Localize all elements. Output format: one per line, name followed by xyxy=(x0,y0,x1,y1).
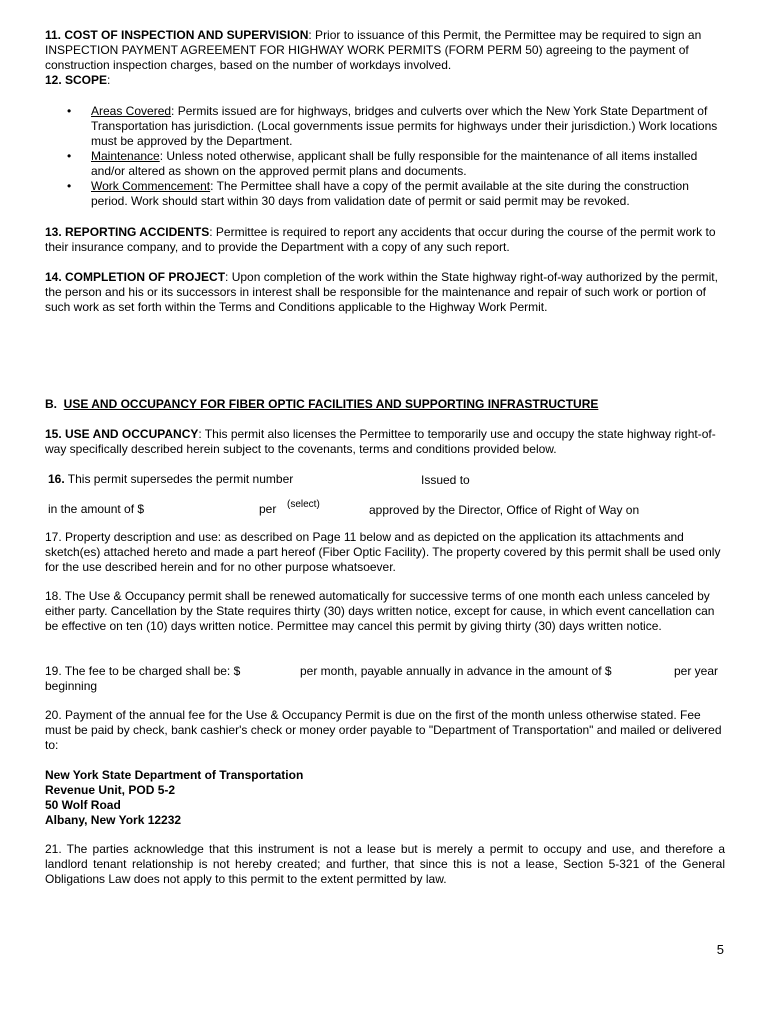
section-11-label: 11. COST OF INSPECTION AND SUPERVISION xyxy=(45,28,309,42)
scope-list xyxy=(45,104,725,209)
section-18: 18. The Use & Occupancy permit shall be renewed automatically for successive terms of one month each unless canceled by either party. Cancellation by the State requires thirty (30) days written notice, except for cause, in which event cancellation can be effective on ten (10) days written notice. Permittee may cancel this permit by giving thirty (30) days written notice. xyxy=(45,589,715,633)
section-15-text: : This permit also licenses the Permittee to temporarily use and occupy the state highway right-of-way specifically described herein subject to the covenants, terms and conditions provided below. xyxy=(45,427,716,456)
approved-by-label: approved by the Director, Office of Right of Way on xyxy=(369,503,640,517)
section-13-text: : Permittee is required to report any accidents that occur during the course of the permit work to their insurance company, and to provide the Department with a copy of any such report. xyxy=(45,225,716,254)
issued-to-field[interactable] xyxy=(476,472,716,487)
scope-item-work-commencement xyxy=(45,179,725,209)
scope-item-text: : Unless noted otherwise, applicant shall be fully responsible for the maintenance of all items installed and/or altered as shown on the approved permit plans and documents. xyxy=(91,149,698,178)
section-16-text: This permit supersedes the permit number xyxy=(64,472,294,486)
section-15 xyxy=(45,427,725,457)
section-13 xyxy=(45,225,725,255)
page-number: 5 xyxy=(716,942,724,957)
section-16-num: 16. xyxy=(48,472,65,486)
section-20: 20. Payment of the annual fee for the Use & Occupancy Permit is due on the first of the month unless otherwise stated. Fee must be paid by check, bank cashier's check or money order payable to "Department of Transportation" and mailed or delivered to: xyxy=(45,708,722,752)
section-16-line-1 xyxy=(48,472,293,487)
per-label: per xyxy=(259,502,277,516)
section-14 xyxy=(45,270,725,315)
scope-item-term: Maintenance xyxy=(91,149,160,163)
section-21: 21. The parties acknowledge that this instrument is not a lease but is merely a permit to occupy and use, and therefore a landlord tenant relationship is not hereby created; and further, that since this is not a lease, Section 5-321 of the General Obligations Law does not apply to this permit to the extent permitted by law. xyxy=(45,842,725,886)
section-12-colon: : xyxy=(107,73,111,87)
section-17: 17. Property description and use: as described on Page 11 below and as depicted on the application its attachments and sketch(es) attached hereto and made a part hereof (Fiber Optic Facility). The property covered by this permit shall be used only for the use described herein and for no other purpose whatsoever. xyxy=(45,530,721,574)
address-line: Albany, New York 12232 xyxy=(45,813,182,827)
amount-field[interactable] xyxy=(152,501,252,516)
approved-date-field[interactable] xyxy=(656,502,726,517)
section-11 xyxy=(45,28,725,73)
scope-item-areas-covered xyxy=(45,104,725,149)
fee-label: 19. The fee to be charged shall be: $ xyxy=(45,664,241,678)
issued-to-label: Issued to xyxy=(421,473,470,487)
monthly-fee-field[interactable] xyxy=(253,663,293,678)
address-line: New York State Department of Transportation xyxy=(45,768,304,782)
section-15-label: 15. USE AND OCCUPANCY xyxy=(45,427,199,441)
section-14-label: 14. COMPLETION OF PROJECT xyxy=(45,270,226,284)
section-b-prefix: B. xyxy=(45,397,57,411)
address-line: 50 Wolf Road xyxy=(45,798,121,812)
superseded-permit-number-field[interactable] xyxy=(310,472,410,487)
per-year-label: per year xyxy=(674,664,719,678)
section-12-label: 12. SCOPE xyxy=(45,73,108,87)
period-select[interactable]: (select) xyxy=(287,499,320,510)
scope-item-term: Work Commencement xyxy=(91,179,211,193)
amount-label: in the amount of $ xyxy=(48,502,145,516)
section-12-heading xyxy=(45,73,725,88)
beginning-date-field[interactable] xyxy=(104,678,244,693)
section-b-title: USE AND OCCUPANCY FOR FIBER OPTIC FACILITIES AND SUPPORTING INFRASTRUCTURE xyxy=(63,397,599,411)
section-13-label: 13. REPORTING ACCIDENTS xyxy=(45,225,210,239)
section-11-text: : Prior to issuance of this Permit, the Permittee may be required to sign an INSPECTION PAYMENT AGREEMENT FOR HIGHWAY WORK PERMITS (FORM PERM 50) agreeing to the payment of construction inspection charges, based on the number of workdays involved. xyxy=(45,28,702,72)
scope-item-maintenance xyxy=(45,149,725,179)
mailing-address xyxy=(45,768,725,828)
section-14-text: : Upon completion of the work within the State highway right-of-way authorized by the permit, the person and his or its successors in interest shall be responsible for the maintenance and repair of such work or portion of such work as set forth within the Terms and Conditions applicable to the Highway Work Permit. xyxy=(45,270,718,314)
annual-fee-field[interactable] xyxy=(630,663,670,678)
beginning-label: beginning xyxy=(45,679,98,693)
scope-item-term: Areas Covered xyxy=(91,104,172,118)
section-b-heading xyxy=(45,397,725,412)
fee-annual-label: per month, payable annually in advance in the amount of $ xyxy=(300,664,612,678)
scope-item-text: : The Permittee shall have a copy of the permit available at the site during the construction period. Work should start within 30 days from validation date of permit or said permit may be revoked. xyxy=(91,179,689,208)
scope-item-text: : Permits issued are for highways, bridges and culverts over which the New York State Department of Transportation has jurisdiction. (Local governments issue permits for highways under their jurisdiction.) Work locations must be approved by the Department. xyxy=(91,104,718,148)
address-line: Revenue Unit, POD 5-2 xyxy=(45,783,176,797)
